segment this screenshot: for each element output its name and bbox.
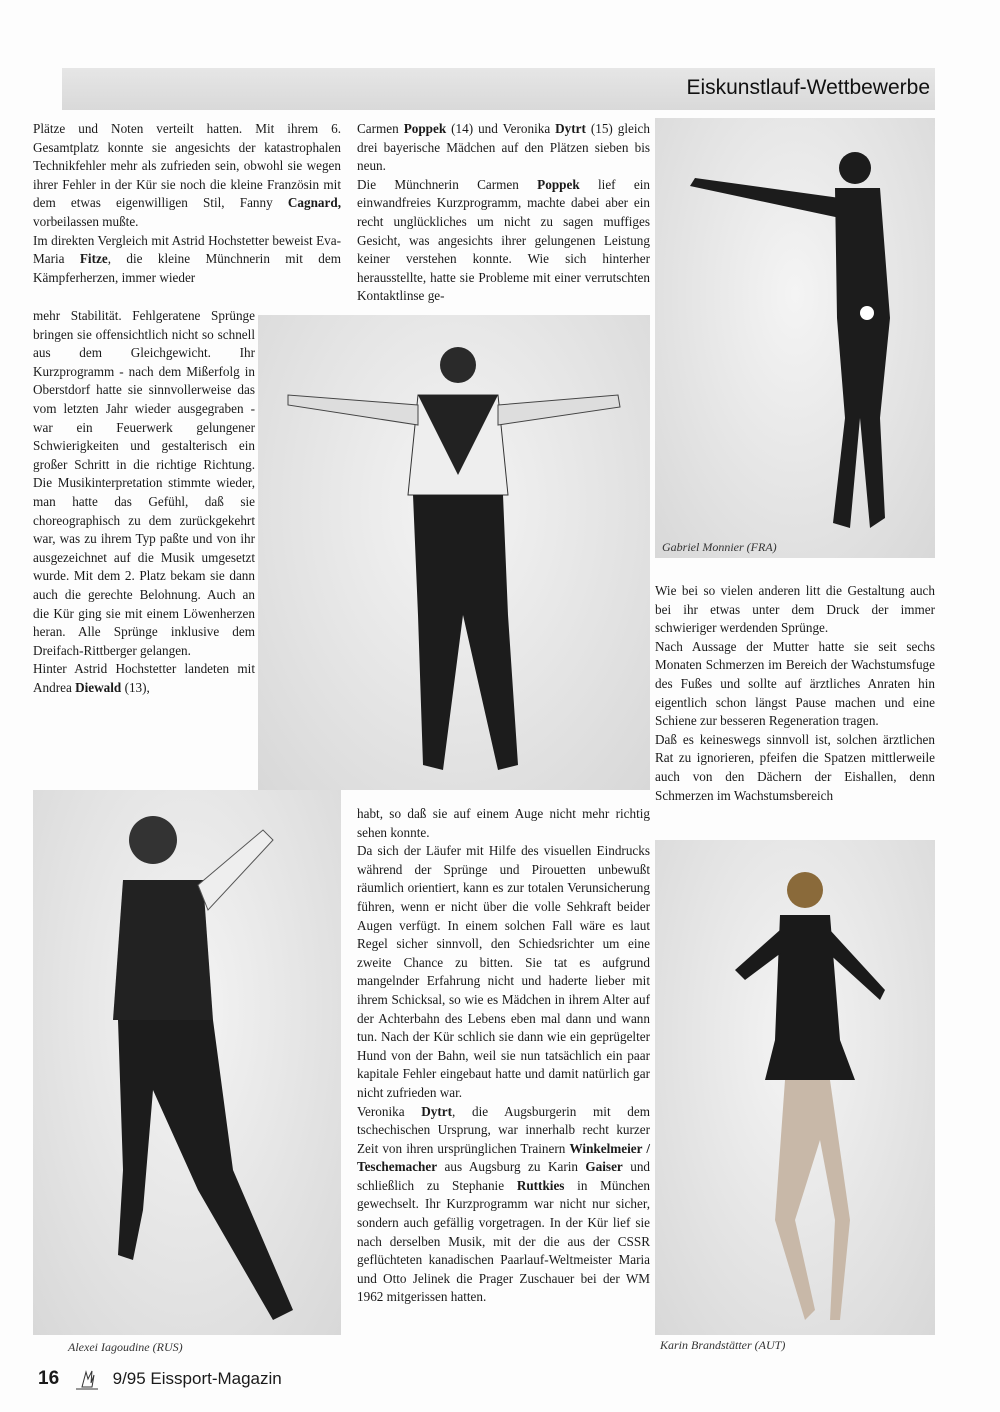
name-highlight: Dytrt bbox=[421, 1103, 453, 1119]
paragraph bbox=[33, 660, 255, 697]
caption-monnier: Gabriel Monnier (FRA) bbox=[662, 540, 777, 554]
paragraph bbox=[357, 842, 650, 1102]
text-run: Da sich der Läufer mit Hilfe des visuellen Eindrucks während der Sprünge und Pirouetten unbewußt räumlich orientiert, kann es zur totalen Verunsicherung führen, wenn er nicht über die volle Sehkraft beider Augen verfügt. In einem solchen Fall wäre es laut Regel sicher sinnvoll, den Schiedsrichter um eine zweite Chance zu bitten. Sie tat es aufgrund mangelnder Erfahrung nicht und haderte lieber mit ihrem Schicksal, so wie es Mädchen in ihrem Alter auf der Achterbahn des Lebens eben mal dann und wann tun. Nach der Kür schlich sie dann wie ein geprügelter Hund von der Bahn, weil sie nun tatsächlich ein paar kapitale Fehler eingebaut hatte und damit natürlich gar nicht zufrieden war. bbox=[357, 843, 650, 1100]
page-footer bbox=[38, 1368, 282, 1391]
text-run: und schließlich zu Stephanie bbox=[357, 1159, 651, 1193]
text-run: , die Augsburgerin mit dem tschechischen Ursprung, war innerhalb recht kurzer Zeit von ihren ursprünglichen Trainern bbox=[357, 1103, 650, 1156]
photo-gabriel-monnier bbox=[655, 118, 935, 558]
text-run: Veronika bbox=[357, 1103, 422, 1119]
paragraph bbox=[357, 176, 650, 306]
name-highlight: Poppek bbox=[537, 176, 580, 192]
name-highlight: Ruttkies bbox=[516, 1177, 565, 1193]
section-title: Eiskunstlauf-Wettbewerbe bbox=[686, 76, 930, 99]
text-run: (14) und Veronika bbox=[446, 121, 556, 136]
name-highlight: Fitze bbox=[79, 251, 108, 267]
column-2-bottom bbox=[357, 805, 650, 1307]
text-run: aus Augsburg zu Karin bbox=[437, 1159, 586, 1175]
paragraph bbox=[33, 307, 255, 660]
text-run: , die kleine Münchnerin mit dem Kämpferherzen, immer wieder bbox=[33, 251, 341, 285]
caption-brandstaetter: Karin Brandstätter (AUT) bbox=[660, 1338, 786, 1352]
issue-label: 9/95 Eissport-Magazin bbox=[112, 1369, 282, 1388]
text-run: lief ein einwandfreies Kurzprogramm, machte dabei aber ein recht unglückliches um nicht zu sagen muffiges Gesicht, was angesichts ihrer gelungenen Leistung keiner verstehen konnte. Wie sich hinterher herausstellte, hatte sie Probleme mit einer verrutschten Kontaktlinse ge- bbox=[357, 176, 650, 304]
column-1-top bbox=[33, 120, 341, 287]
photo-karin-brandstaetter bbox=[655, 840, 935, 1335]
text-run: Wie bei so vielen anderen litt die Gestaltung auch bei ihr etwas unter dem Druck der immer schwieriger werdenden Sprünge. bbox=[655, 583, 935, 636]
text-run: Plätze und Noten verteilt hatten. Mit ihrem 6. Gesamtplatz konnte sie angesichts der katastrophalen Technikfehler mehr als zufrieden sein, obwohl sie wegen ihrer Fehler in der Kür sie noch die kleine Französin mit dem etwas eigenwilligen Stil, Fanny bbox=[33, 121, 341, 211]
text-run: mehr Stabilität. Fehlgeratene Sprünge bringen sie offensichtlich nicht so schnell aus dem Gleichgewicht. Ihr Kurzprogramm - nach dem Mißerfolg in Oberstdorf hatte sie sinnvollerweise das vom letzten Jahr wieder ausgegraben - war ein Feuerwerk gelungener Schwierigkeiten und gestalterisch ein großer Schritt in die richtige Richtung. Die Musikinterpretation stimmte wieder, man hatte das Gefühl, daß sie choreographisch zu dem zurückgekehrt war, was zu ihrem Typ paßte und von ihr ausgezeichnet auf die Musik umgesetzt wurde. Mit dem 2. Platz bekam sie dann auch die gerechte Belohnung. Auch an die Kür ging sie mit einem Löwenherzen heran. Alle Sprünge inklusive dem Dreifach-Rittberger gelangen. bbox=[33, 308, 255, 658]
text-run: Nach Aussage der Mutter hatte sie seit sechs Monaten Schmerzen im Bereich der Wachstumsfuge des Fußes und sollte auf ärztliches Anraten hin eigentlich schon längst Pause machen und eine Schiene zur besseren Regeneration tragen. bbox=[655, 638, 935, 729]
paragraph bbox=[33, 120, 341, 232]
caption-iagoudine: Alexei Iagoudine (RUS) bbox=[68, 1340, 183, 1354]
text-run: Die Münchnerin Carmen bbox=[357, 176, 538, 192]
text-run: vorbeilassen mußte. bbox=[33, 213, 139, 229]
paragraph bbox=[655, 731, 935, 805]
column-2-top bbox=[357, 120, 650, 306]
name-highlight: Dytrt bbox=[555, 121, 586, 136]
paragraph bbox=[655, 638, 935, 731]
text-run: in München gewechselt. Ihr Kurzprogramm war nicht nur sicher, sondern auch gefällig vorgetragen. In der Kür lief sie nach derselben Musik, mit der die aus der CSSR geflüchteten kanadischen Paarlauf-Weltmeister Maria und Otto Jelinek die Prager Zuschauer bei der WM 1962 mitgerissen hatten. bbox=[357, 1177, 650, 1305]
page-number: 16 bbox=[38, 1368, 60, 1389]
paragraph bbox=[357, 805, 650, 842]
photo-alexei-iagoudine bbox=[33, 790, 341, 1335]
text-run: (13), bbox=[121, 679, 150, 695]
name-highlight: Winkelmeier / Teschemacher bbox=[357, 1140, 650, 1175]
name-highlight: Poppek bbox=[403, 121, 447, 136]
name-highlight: Gaiser bbox=[585, 1159, 623, 1175]
photo-center-skater bbox=[258, 315, 650, 790]
text-run: Hinter Astrid Hochstetter landeten mit Andrea bbox=[33, 661, 255, 695]
text-run: habt, so daß sie auf einem Auge nicht mehr richtig sehen konnte. bbox=[357, 806, 650, 840]
paragraph bbox=[655, 582, 935, 638]
magazine-logo-icon bbox=[74, 1369, 100, 1391]
paragraph bbox=[357, 120, 650, 176]
text-run: Im direkten Vergleich mit Astrid Hochstetter beweist Eva-Maria bbox=[33, 232, 341, 267]
name-highlight: Diewald bbox=[75, 679, 122, 695]
text-run: (15) gleich drei bayerische Mädchen auf den Plätzen sieben bis neun. bbox=[357, 121, 650, 174]
name-highlight: Cagnard, bbox=[287, 195, 341, 211]
paragraph bbox=[357, 1103, 650, 1308]
text-run: Daß es keineswegs sinnvoll ist, solchen ärztlichen Rat zu ignorieren, pfeifen die Spatzen mittlerweile auch von den Dächern der Eishallen, denn Schmerzen im Wachstumsbereich bbox=[655, 731, 935, 803]
paragraph bbox=[33, 232, 341, 288]
column-1-wrap bbox=[33, 307, 255, 697]
column-3 bbox=[655, 582, 935, 805]
text-run: Carmen bbox=[357, 121, 404, 136]
